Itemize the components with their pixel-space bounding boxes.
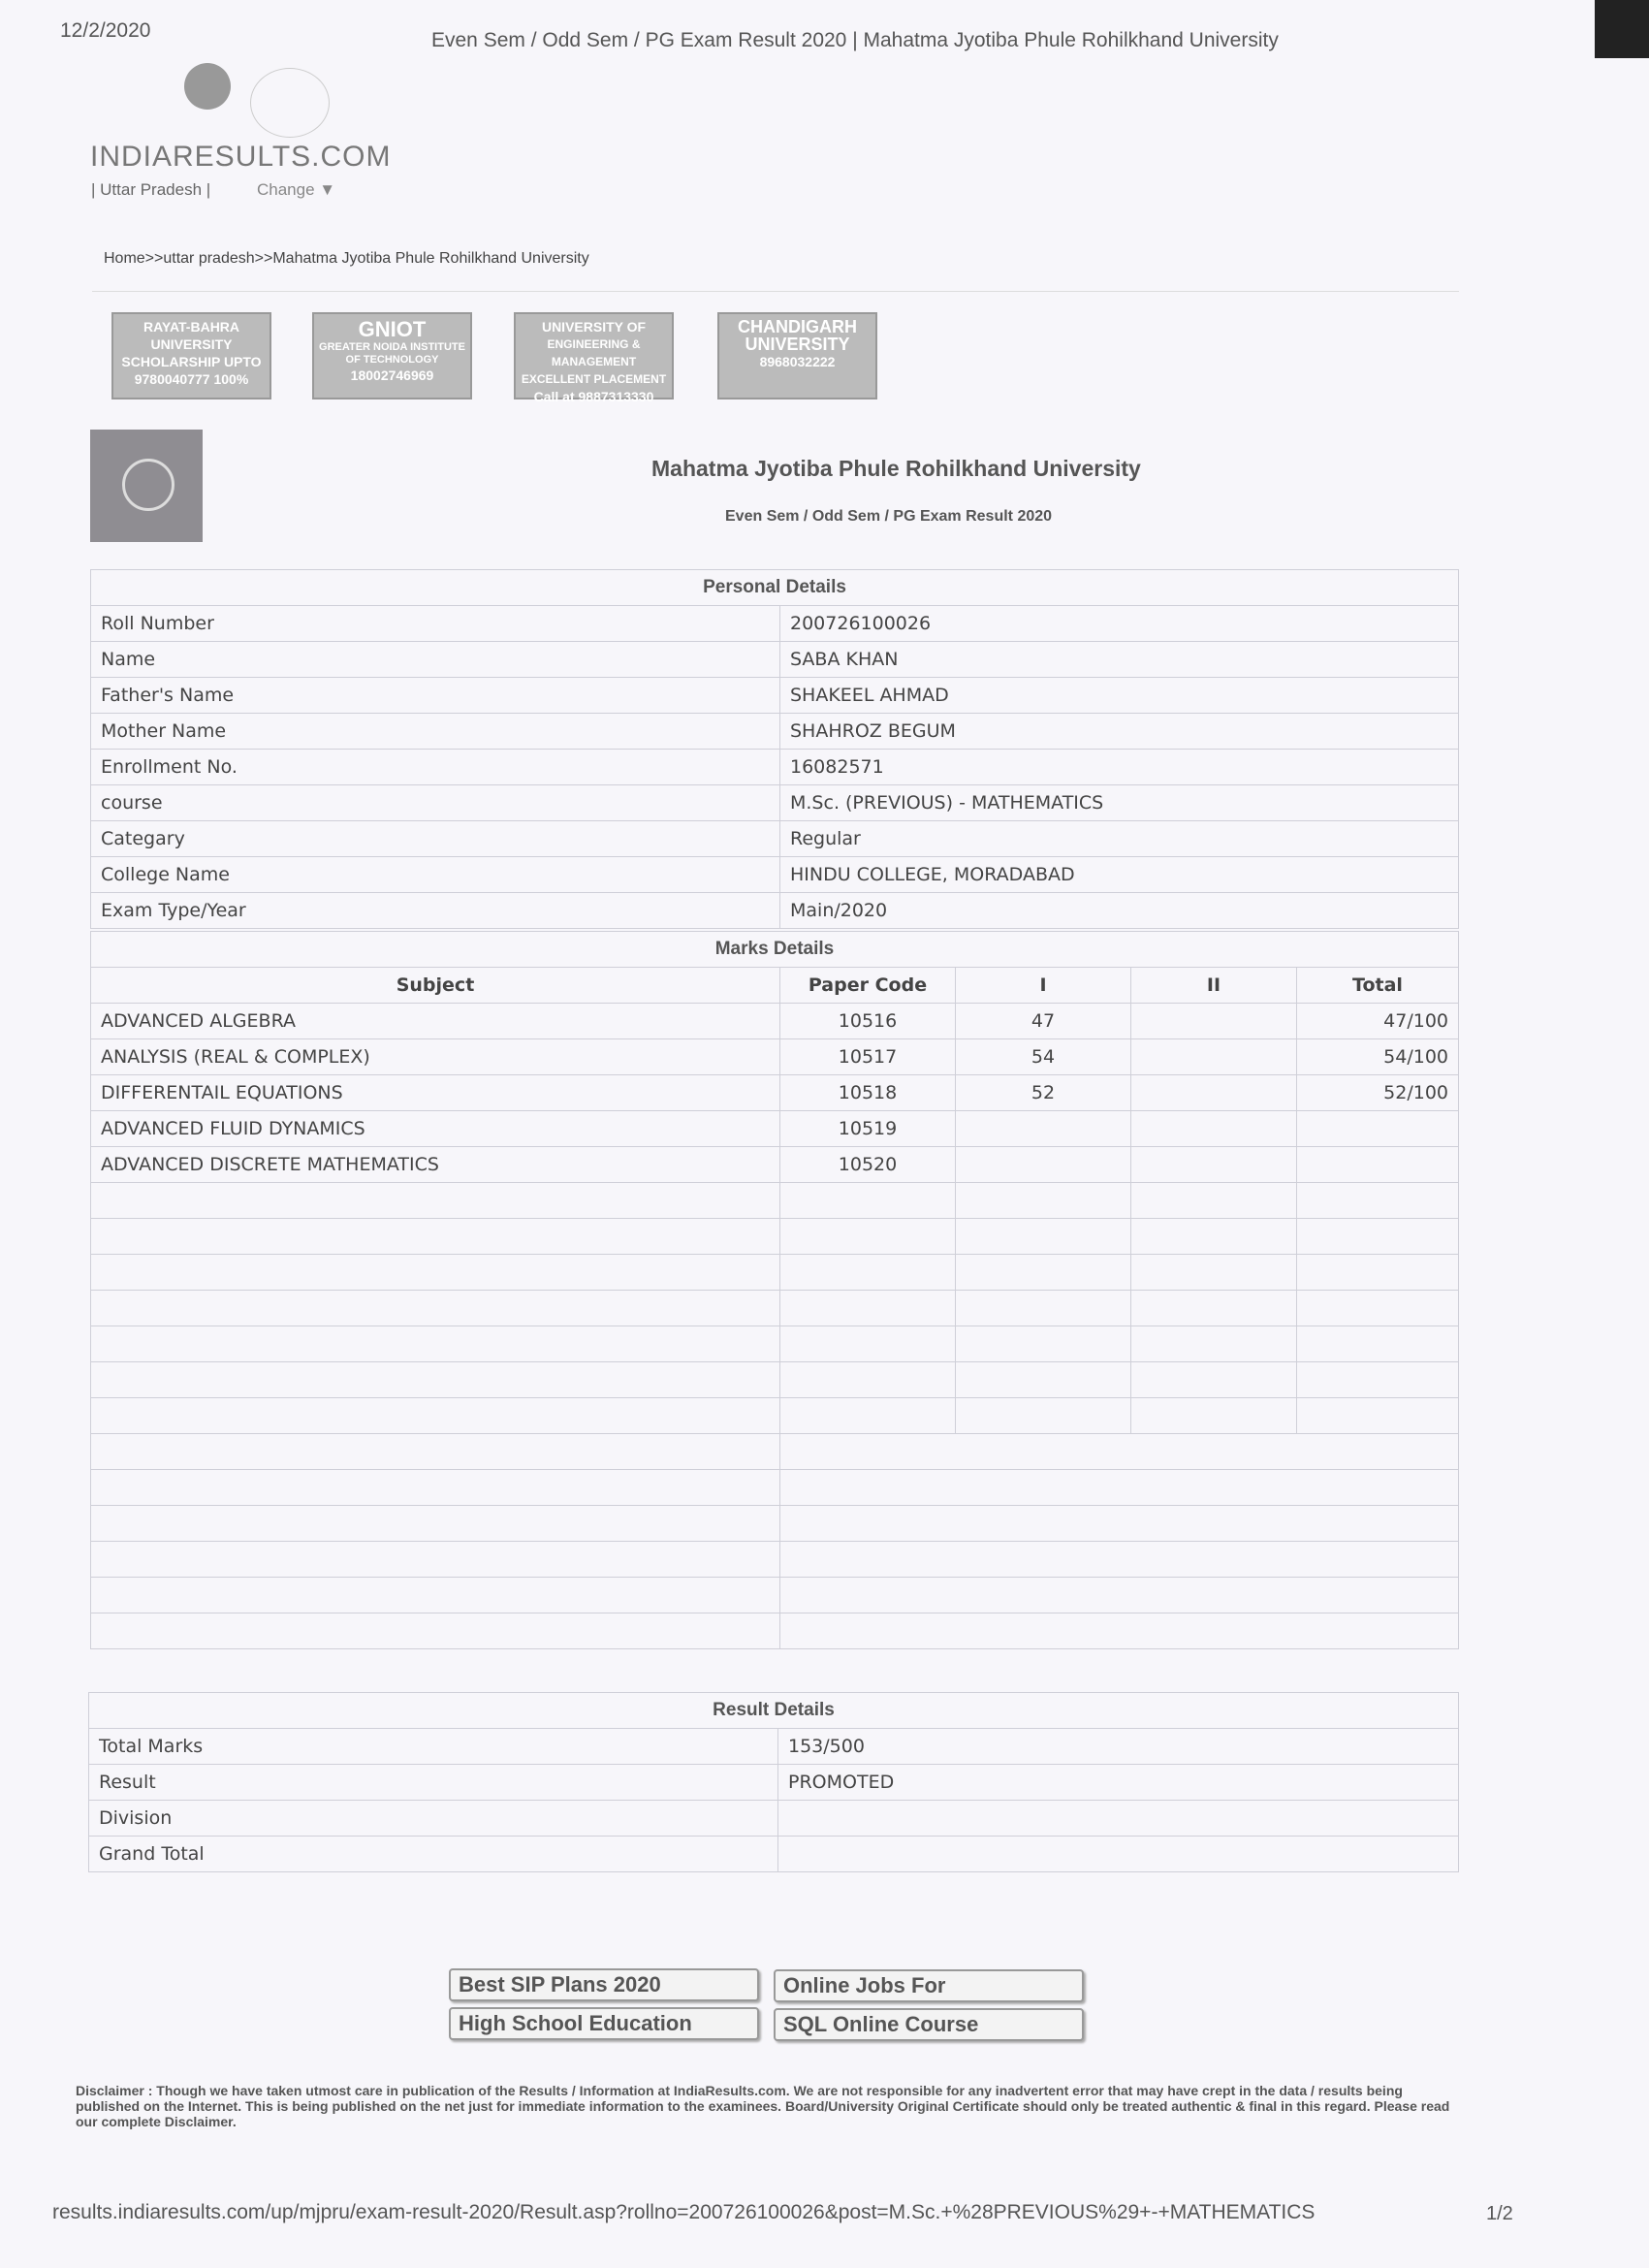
marks-ii — [1131, 1004, 1297, 1039]
breadcrumb[interactable]: Home>>uttar pradesh>>Mahatma Jyotiba Phule Rohilkhand University — [104, 250, 589, 267]
marks-i: 47 — [956, 1004, 1131, 1039]
paper-code: 10519 — [780, 1111, 956, 1147]
label: Mother Name — [91, 714, 780, 750]
col-total: Total — [1297, 968, 1459, 1004]
empty-row — [91, 1255, 1459, 1291]
label: course — [91, 785, 780, 821]
value — [778, 1801, 1459, 1837]
total — [1297, 1111, 1459, 1147]
ad-gniot[interactable] — [312, 312, 472, 399]
label: Division — [89, 1801, 778, 1837]
label: Exam Type/Year — [91, 893, 780, 929]
link-sql-online-course[interactable]: SQL Online Course — [774, 2008, 1084, 2041]
ad-line1: UNIVERSITY OF — [541, 319, 647, 335]
ad-rayat-bahra[interactable] — [111, 312, 271, 399]
value: SABA KHAN — [780, 642, 1459, 678]
personal-heading: Personal Details — [91, 570, 1459, 606]
label: Categary — [91, 821, 780, 857]
marks-ii — [1131, 1111, 1297, 1147]
page-number: 1/2 — [1486, 2203, 1513, 2224]
marks-ii — [1131, 1075, 1297, 1111]
personal-details-table — [90, 569, 1459, 929]
ad-chandigarh[interactable] — [717, 312, 877, 399]
label: Grand Total — [89, 1837, 778, 1872]
empty-row — [91, 1326, 1459, 1362]
value: Regular — [780, 821, 1459, 857]
print-url: results.indiaresults.com/up/mjpru/exam-result-2020/Result.asp?rollno=200726100026&post=M.Sc.+%28PREVIOUS%29+-+MATHEMATICS — [52, 2201, 1316, 2223]
ad-line4: 9780040777 100% — [134, 371, 249, 387]
link-online-jobs[interactable]: Online Jobs For — [774, 1969, 1084, 2002]
marks-i — [956, 1147, 1131, 1183]
label: Total Marks — [89, 1729, 778, 1765]
marks-ii — [1131, 1147, 1297, 1183]
university-name: Mahatma Jyotiba Phule Rohilkhand University — [651, 456, 1141, 481]
ad-line4: Call at 9887313330 — [533, 389, 654, 404]
ad-line2: UNIVERSITY — [150, 336, 233, 352]
total — [1297, 1147, 1459, 1183]
empty-row — [91, 1613, 1459, 1649]
label: Father's Name — [91, 678, 780, 714]
value: PROMOTED — [778, 1765, 1459, 1801]
disclaimer: Disclaimer : Though we have taken utmost care in publication of the Results / Information at IndiaResults.com. We are not responsible for any inadvertent error that may have crept in the data / results being published on the Internet. This is being published on the net just for immediate information to the examinees. Board/University Original Certificate should only be treated authentic & final in this regard. Please read our complete Disclaimer. — [76, 2083, 1450, 2129]
empty-row — [91, 1183, 1459, 1219]
value: 153/500 — [778, 1729, 1459, 1765]
value: M.Sc. (PREVIOUS) - MATHEMATICS — [780, 785, 1459, 821]
ad-line4: 8968032222 — [759, 354, 836, 369]
ad-line2: ENGINEERING & MANAGEMENT — [547, 337, 641, 368]
label: Result — [89, 1765, 778, 1801]
empty-row — [91, 1291, 1459, 1326]
link-high-school-education[interactable]: High School Education — [449, 2007, 759, 2040]
empty-row — [91, 1542, 1459, 1578]
empty-row — [91, 1434, 1459, 1470]
ad-uem[interactable] — [514, 312, 674, 404]
col-ii: II — [1131, 968, 1297, 1004]
table-row — [91, 1111, 1459, 1147]
logo-person-icon — [184, 63, 231, 110]
ad-line1: CHANDIGARH — [738, 317, 857, 336]
result-heading: Result Details — [89, 1693, 1459, 1729]
value — [778, 1837, 1459, 1872]
label: Name — [91, 642, 780, 678]
empty-row — [91, 1362, 1459, 1398]
divider — [92, 291, 1459, 292]
total: 52/100 — [1297, 1075, 1459, 1111]
ad-line2: UNIVERSITY — [745, 335, 850, 354]
empty-row — [91, 1506, 1459, 1542]
value: Main/2020 — [780, 893, 1459, 929]
value: HINDU COLLEGE, MORADABAD — [780, 857, 1459, 893]
subject: ADVANCED ALGEBRA — [91, 1004, 780, 1039]
col-subject: Subject — [91, 968, 780, 1004]
up-map-icon — [250, 68, 330, 138]
subject: ANALYSIS (REAL & COMPLEX) — [91, 1039, 780, 1075]
paper-code: 10517 — [780, 1039, 956, 1075]
marks-ii — [1131, 1039, 1297, 1075]
ad-line3: EXCELLENT PLACEMENT — [521, 372, 667, 386]
col-i: I — [956, 968, 1131, 1004]
ad-line1: RAYAT-BAHRA — [143, 319, 240, 335]
subject: DIFFERENTAIL EQUATIONS — [91, 1075, 780, 1111]
value: SHAHROZ BEGUM — [780, 714, 1459, 750]
table-row — [91, 1075, 1459, 1111]
table-row — [91, 1147, 1459, 1183]
ad-line4: 18002746969 — [350, 367, 434, 383]
empty-row — [91, 1578, 1459, 1613]
marks-i: 52 — [956, 1075, 1131, 1111]
empty-row — [91, 1219, 1459, 1255]
subject: ADVANCED DISCRETE MATHEMATICS — [91, 1147, 780, 1183]
label: Roll Number — [91, 606, 780, 642]
state-label: | Uttar Pradesh | — [91, 180, 211, 199]
paper-code: 10518 — [780, 1075, 956, 1111]
ad-line1: GNIOT — [358, 317, 427, 341]
label: College Name — [91, 857, 780, 893]
paper-code: 10516 — [780, 1004, 956, 1039]
link-best-sip-plans[interactable]: Best SIP Plans 2020 — [449, 1968, 759, 2001]
site-logo[interactable]: INDIARESULTS.COM — [90, 141, 392, 173]
paper-code: 10520 — [780, 1147, 956, 1183]
ad-line2: GREATER NOIDA INSTITUTE OF TECHNOLOGY — [319, 341, 465, 366]
total: 47/100 — [1297, 1004, 1459, 1039]
university-emblem-icon — [90, 430, 203, 542]
label: Enrollment No. — [91, 750, 780, 785]
exam-title: Even Sem / Odd Sem / PG Exam Result 2020 — [725, 508, 1053, 525]
print-title: Even Sem / Odd Sem / PG Exam Result 2020 | Mahatma Jyotiba Phule Rohilkhand University — [431, 29, 1279, 51]
subject: ADVANCED FLUID DYNAMICS — [91, 1111, 780, 1147]
print-date: 12/2/2020 — [60, 19, 151, 42]
scan-edge — [1595, 0, 1649, 58]
result-details-table — [88, 1692, 1459, 1872]
value: SHAKEEL AHMAD — [780, 678, 1459, 714]
empty-row — [91, 1470, 1459, 1506]
value: 16082571 — [780, 750, 1459, 785]
empty-row — [91, 1398, 1459, 1434]
table-row — [91, 1004, 1459, 1039]
marks-table — [90, 931, 1459, 1649]
total: 54/100 — [1297, 1039, 1459, 1075]
value: 200726100026 — [780, 606, 1459, 642]
table-row — [91, 1039, 1459, 1075]
marks-heading: Marks Details — [91, 932, 1459, 968]
col-paper-code: Paper Code — [780, 968, 956, 1004]
marks-i: 54 — [956, 1039, 1131, 1075]
ad-line3: SCHOLARSHIP UPTO — [121, 354, 262, 369]
marks-i — [956, 1111, 1131, 1147]
change-state-link[interactable]: Change ▼ — [257, 180, 336, 199]
